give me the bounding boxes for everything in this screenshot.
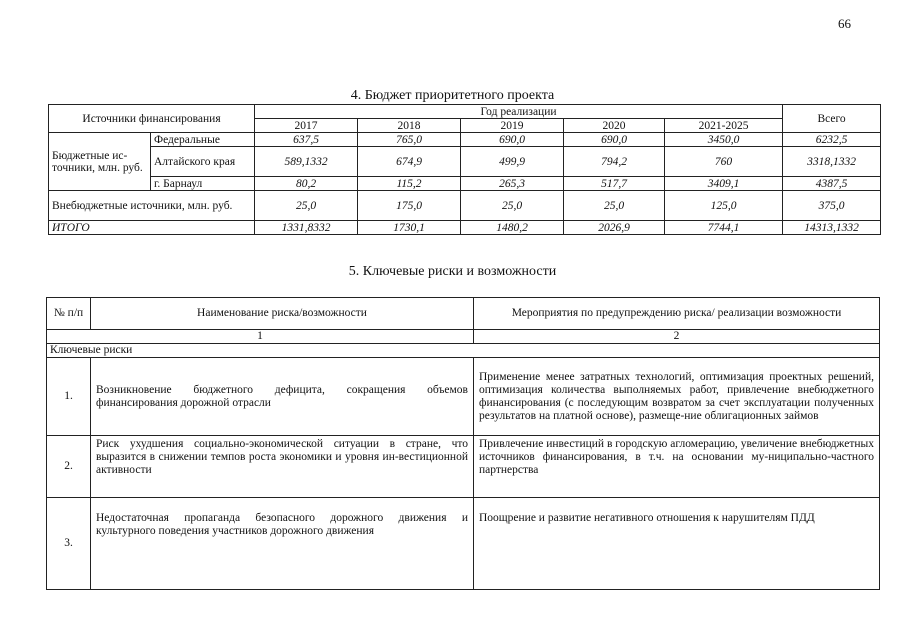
- sources-header: Источники финансирования: [49, 105, 255, 133]
- index-cell: 1: [47, 330, 474, 344]
- value-cell: 1331,8332: [255, 221, 358, 235]
- value-cell: 674,9: [358, 147, 461, 177]
- risk-measures: Применение менее затратных технологий, оптимизация проектных решений, оптимизация количества выполняемых работ, привлечение внебюджетного финансирования (с последующим возвратом за счет эксплуатации полученных результатов на платной основе), размеще-ние облигационных займов: [474, 358, 880, 436]
- value-cell: 794,2: [564, 147, 665, 177]
- measures-header: Мероприятия по предупреждению риска/ реализации возможности: [474, 298, 880, 330]
- table-row: [47, 358, 880, 436]
- table-row: [47, 436, 880, 498]
- risk-name: Возникновение бюджетного дефицита, сокращения объемов финансирования дорожной отрасли: [91, 358, 474, 436]
- risk-measures: Поощрение и развитие негативного отношения к нарушителям ПДД: [474, 498, 880, 590]
- value-cell: 637,5: [255, 133, 358, 147]
- page-number: 66: [838, 16, 851, 31]
- name-header: Наименование риска/возможности: [91, 298, 474, 330]
- year-cell: 2017: [255, 119, 358, 133]
- value-cell: 115,2: [358, 177, 461, 191]
- table-row: [47, 498, 880, 590]
- year-cell: 2019: [461, 119, 564, 133]
- table-row: [49, 147, 881, 177]
- total-cell: 6232,5: [783, 133, 881, 147]
- value-cell: 499,9: [461, 147, 564, 177]
- total-header: Всего: [783, 105, 881, 133]
- value-cell: 125,0: [665, 191, 783, 221]
- total-cell: 375,0: [783, 191, 881, 221]
- value-cell: 25,0: [255, 191, 358, 221]
- row-label: Внебюджетные источники, млн. руб.: [49, 191, 255, 221]
- total-cell: 3318,1332: [783, 147, 881, 177]
- table-header-row: [49, 105, 881, 119]
- table-row: [49, 177, 881, 191]
- table-row: [49, 191, 881, 221]
- value-cell: 2026,9: [564, 221, 665, 235]
- section-label: Ключевые риски: [47, 344, 880, 358]
- value-cell: 517,7: [564, 177, 665, 191]
- value-cell: 80,2: [255, 177, 358, 191]
- budget-title: 4. Бюджет приоритетного проекта: [350, 88, 555, 103]
- table-row: [49, 221, 881, 235]
- value-cell: 1730,1: [358, 221, 461, 235]
- value-cell: 3409,1: [665, 177, 783, 191]
- summary-label: ИТОГО: [49, 221, 255, 235]
- index-row: [47, 330, 880, 344]
- year-cell: 2018: [358, 119, 461, 133]
- value-cell: 690,0: [461, 133, 564, 147]
- total-cell: 14313,1332: [783, 221, 881, 235]
- budget-table: [48, 104, 881, 235]
- value-cell: 690,0: [564, 133, 665, 147]
- value-cell: 25,0: [461, 191, 564, 221]
- year-cell: 2021-2025: [665, 119, 783, 133]
- risk-number: 3.: [47, 498, 91, 590]
- risk-name: Недостаточная пропаганда безопасного дорожного движения и культурного поведения участников дорожного движения: [91, 498, 474, 590]
- value-cell: 589,1332: [255, 147, 358, 177]
- row-label: Федеральные: [151, 133, 255, 147]
- risk-number: 2.: [47, 436, 91, 498]
- value-cell: 3450,0: [665, 133, 783, 147]
- value-cell: 1480,2: [461, 221, 564, 235]
- risk-number: 1.: [47, 358, 91, 436]
- value-cell: 25,0: [564, 191, 665, 221]
- value-cell: 175,0: [358, 191, 461, 221]
- section-row: [47, 344, 880, 358]
- index-cell: 2: [474, 330, 880, 344]
- risk-measures: Привлечение инвестиций в городскую агломерацию, увеличение внебюджетных источников финансирования, в т.ч. на основании му-ниципально-частного партнерства: [474, 436, 880, 498]
- value-cell: 760: [665, 147, 783, 177]
- table-row: [49, 133, 881, 147]
- num-header: № п/п: [47, 298, 91, 330]
- value-cell: 765,0: [358, 133, 461, 147]
- table-header-row: [47, 298, 880, 330]
- total-cell: 4387,5: [783, 177, 881, 191]
- value-cell: 7744,1: [665, 221, 783, 235]
- risks-table: [46, 297, 880, 590]
- row-label: г. Барнаул: [151, 177, 255, 191]
- value-cell: 265,3: [461, 177, 564, 191]
- year-cell: 2020: [564, 119, 665, 133]
- risk-name: Риск ухудшения социально-экономической ситуации в стране, что выразится в снижении темпов роста экономики и уровня ин-вестиционной активности: [91, 436, 474, 498]
- row-label: Алтайского края: [151, 147, 255, 177]
- risks-title: 5. Ключевые риски и возможности: [348, 264, 557, 279]
- budget-group-label: Бюджетные ис-точники, млн. руб.: [49, 133, 151, 191]
- year-header: Год реализации: [255, 105, 783, 119]
